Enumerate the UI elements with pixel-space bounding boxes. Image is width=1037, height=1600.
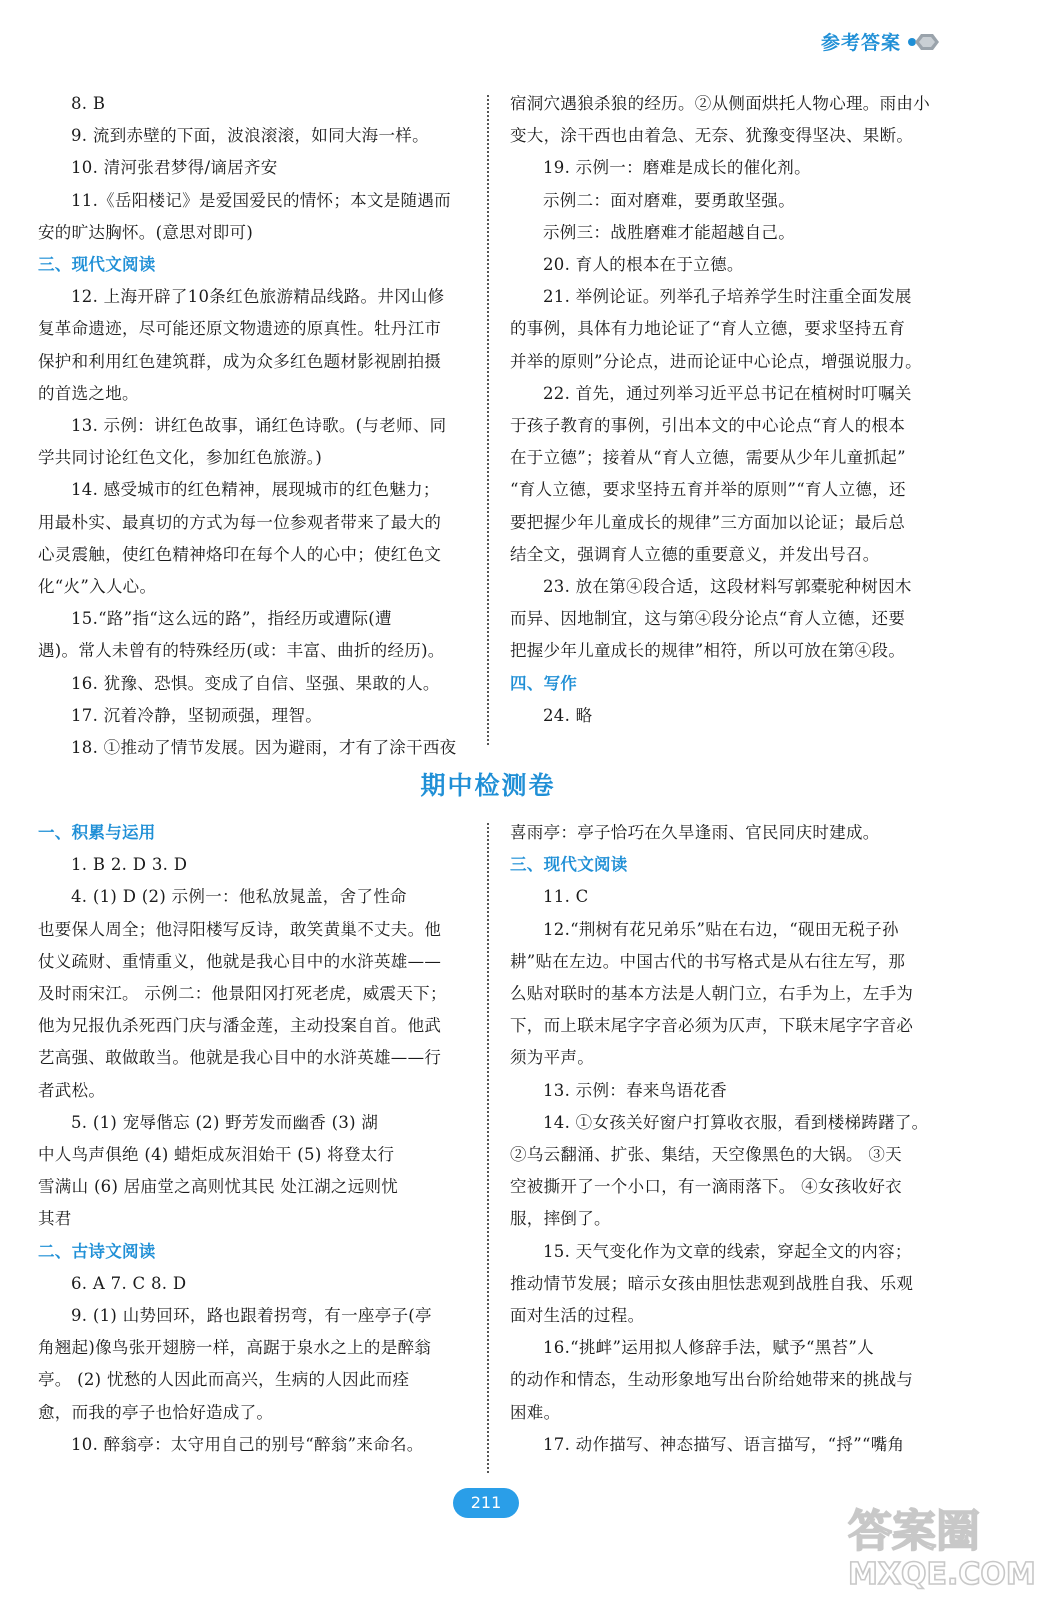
answer-line: 结全文，强调育人立德的重要意义，并发出号召。 — [510, 544, 880, 564]
answer-line: 于孩子教育的事例，引出本文的中心论点“育人的根本 — [510, 416, 906, 436]
answer-line: 亭。 (2) 忧愁的人因此而高兴，生病的人因此而痊 — [38, 1370, 410, 1390]
answer-line: 而异、因地制宜，这与第④段分论点“育人立德，还要 — [510, 609, 906, 629]
answer-line: 10. 清河张君梦得/谪居齐安 — [71, 158, 278, 178]
answer-line: 11.《岳阳楼记》是爱国爱民的情怀；本文是随遇而 — [71, 190, 451, 210]
answer-line: 复革命遗迹，尽可能还原文物遗迹的原真性。牡丹江市 — [38, 319, 442, 339]
answer-line: 中人鸟声俱绝 (4) 蜡炬成灰泪始干 (5) 将登太行 — [38, 1145, 395, 1165]
answer-line: 其君 — [38, 1209, 72, 1229]
answer-line: 的首选之地。 — [38, 383, 139, 403]
answer-line: “育人立德，要求坚持五育并举的原则”“育人立德，还 — [510, 480, 906, 500]
answer-line: 角翘起)像鸟张开翅膀一样，高踞于泉水之上的是醉翁 — [38, 1338, 432, 1358]
answer-line: 者武松。 — [38, 1080, 106, 1100]
answer-line: 用最朴实、最真切的方式为每一位参观者带来了最大的 — [38, 512, 442, 532]
answer-line: 15. 天气变化作为文章的线索，穿起全文的内容； — [543, 1241, 912, 1261]
answer-line: 的事例，具体有力地论证了“育人立德，要求坚持五育 — [510, 319, 906, 339]
answer-line: 20. 育人的根本在于立德。 — [543, 255, 744, 275]
answer-line: 8. B — [71, 94, 106, 113]
answer-line: 在于立德”；接着从“育人立德，需要从少年儿童抓起” — [510, 448, 906, 468]
answer-line: 及时雨宋江。 示例二：他景阳冈打死老虎，威震天下； — [38, 984, 447, 1004]
answer-line: 示例三：战胜磨难才能超越自己。 — [543, 222, 795, 242]
answer-line: 16. 犹豫、恐惧。变成了自信、坚强、果敢的人。 — [71, 673, 440, 693]
answer-line: 19. 示例一：磨难是成长的催化剂。 — [543, 158, 811, 178]
answer-line: 化“火”入人心。 — [38, 577, 157, 597]
answer-line: 的动作和情态，生动形象地写出台阶给她带来的挑战与 — [510, 1370, 914, 1390]
answer-line: 9. (1) 山势回环，路也跟着拐弯，有一座亭子(亭 — [71, 1306, 432, 1326]
section-heading: 三、现代文阅读 — [510, 855, 628, 875]
answer-line: 9. 流到赤壁的下面，波浪滚滚，如同大海一样。 — [71, 126, 429, 146]
answer-line: 服，摔倒了。 — [510, 1209, 611, 1229]
answer-line: 面对生活的过程。 — [510, 1306, 645, 1326]
answer-line: 13. 示例：讲红色故事，诵红色诗歌。(与老师、同 — [71, 416, 447, 436]
answer-line: 困难。 — [510, 1402, 561, 1422]
answer-line: 23. 放在第④段合适，这段材料写郭橐驼种树因木 — [543, 577, 912, 597]
hexagon-icon — [907, 32, 941, 52]
answers-column-bottom-left — [38, 817, 466, 1461]
svg-text:MXQE.COM: MXQE.COM — [848, 1557, 1036, 1592]
answer-line: 推动情节发展；暗示女孩由胆怯悲观到战胜自我、乐观 — [510, 1273, 914, 1293]
answer-line: 保护和利用红色建筑群，成为众多红色题材影视剧拍摄 — [38, 351, 442, 371]
answer-line: 遇)。常人未曾有的特殊经历(或：丰富、曲折的经历)。 — [38, 641, 445, 661]
answer-line: 么贴对联时的基本方法是人朝门立，右手为上，左手为 — [510, 984, 914, 1004]
answer-line: 学共同讨论红色文化，参加红色旅游。) — [38, 448, 323, 468]
section-heading: 四、写作 — [510, 673, 578, 693]
answer-line: 12. 上海开辟了10条红色旅游精品线路。井冈山修 — [71, 287, 445, 307]
answer-line: 11. C — [543, 887, 589, 907]
answer-line: 心灵震触，使红色精神烙印在每个人的心中；使红色文 — [38, 544, 442, 564]
section-title-midterm: 期中检测卷 — [420, 771, 556, 800]
answer-line: 变大，涂干西也由着急、无奈、犹豫变得坚决、果断。 — [510, 126, 914, 146]
answer-line: 15.“路”指“这么远的路”，指经历或遭际(遭 — [71, 609, 392, 629]
column-divider-bottom — [487, 823, 489, 1473]
answer-line: 21. 举例论证。列举孔子培养学生时注重全面发展 — [543, 287, 912, 307]
answer-line: 他为兄报仇杀死西门庆与潘金莲，主动投案自首。他武 — [38, 1016, 442, 1036]
answer-line: 17. 沉着冷静，坚韧顽强，理智。 — [71, 705, 323, 725]
section-heading: 一、积累与运用 — [38, 823, 156, 842]
answer-line: 6. A 7. C 8. D — [71, 1273, 187, 1293]
svg-text:答案圈: 答案圈 — [848, 1506, 980, 1557]
answer-line: 17. 动作描写、神态描写、语言描写，“捋”“嘴角 — [543, 1434, 905, 1454]
section-heading: 三、现代文阅读 — [38, 255, 156, 275]
answer-line: 空被撕开了一个小口，有一滴雨落下。 ④女孩收好衣 — [510, 1177, 902, 1197]
answer-line: 艺高强、敢做敢当。他就是我心目中的水浒英雄——行 — [38, 1048, 442, 1068]
answer-line: 10. 醉翁亭：太守用自己的别号“醉翁”来命名。 — [71, 1434, 424, 1454]
answer-line: 13. 示例：春来鸟语花香 — [543, 1080, 727, 1100]
page-header — [821, 28, 941, 55]
watermark-logo — [840, 1492, 1036, 1592]
answer-line: 须为平声。 — [510, 1048, 594, 1068]
answer-line: 宿洞穴遇狼杀狼的经历。②从侧面烘托人物心理。雨由小 — [510, 94, 930, 113]
answer-line: 要把握少年儿童成长的规律”三方面加以论证；最后总 — [510, 512, 906, 532]
answer-line: 并举的原则”分论点，进而论证中心论点，增强说服力。 — [510, 351, 922, 371]
answers-column-top-left — [38, 88, 466, 764]
answer-line: 示例二：面对磨难，要勇敢坚强。 — [543, 190, 795, 210]
answer-line: 4. (1) D (2) 示例一：他私放晁盖，舍了性命 — [71, 887, 407, 907]
answer-line: 22. 首先，通过列举习近平总书记在植树时叮嘱关 — [543, 383, 912, 403]
answer-line: 喜雨亭：亭子恰巧在久旱逢雨、官民同庆时建成。 — [510, 823, 880, 842]
answer-line: 18. ①推动了情节发展。因为避雨，才有了涂干西夜 — [71, 738, 457, 758]
answer-line: 也要保人周全；他浔阳楼写反诗，敢笑黄巢不丈夫。他 — [38, 919, 442, 939]
answers-column-top-right — [510, 88, 938, 732]
column-divider-top — [487, 95, 489, 745]
answer-line: 愈，而我的亭子也恰好造成了。 — [38, 1402, 274, 1422]
answer-line: 12.“荆树有花兄弟乐”贴在右边，“砚田无税子孙 — [543, 919, 899, 939]
answer-line: 把握少年儿童成长的规律”相符，所以可放在第④段。 — [510, 641, 906, 661]
header-title: 参考答案 — [820, 32, 901, 54]
answers-column-bottom-right — [510, 817, 938, 1461]
answer-line: 安的旷达胸怀。(意思对即可) — [38, 222, 254, 242]
answer-line: 仗义疏财、重情重义，他就是我心目中的水浒英雄—— — [38, 951, 442, 971]
answer-line: 雪满山 (6) 居庙堂之高则忧其民 处江湖之远则忧 — [38, 1177, 399, 1197]
answer-line: 16.“挑衅”运用拟人修辞手法，赋予“黑苔”人 — [543, 1338, 874, 1358]
answer-line: 耕”贴在左边。中国古代的书写格式是从右往左写，那 — [510, 951, 906, 971]
answer-line: 下，而上联末尾字字音必须为仄声，下联末尾字字音必 — [510, 1016, 914, 1036]
answer-line: 24. 略 — [543, 705, 593, 725]
answer-line: 14. 感受城市的红色精神，展现城市的红色魅力； — [71, 480, 440, 500]
section-heading: 二、古诗文阅读 — [38, 1241, 156, 1261]
answer-line: 1. B 2. D 3. D — [71, 855, 188, 875]
page-number: 211 — [453, 1488, 519, 1518]
answer-line: 5. (1) 宠辱偕忘 (2) 野芳发而幽香 (3) 湖 — [71, 1112, 379, 1132]
answer-line: ②乌云翻涌、扩张、集结，天空像黑色的大锅。 ③天 — [510, 1145, 902, 1165]
answer-line: 14. ①女孩关好窗户打算收衣服，看到楼梯踌躇了。 — [543, 1112, 929, 1132]
